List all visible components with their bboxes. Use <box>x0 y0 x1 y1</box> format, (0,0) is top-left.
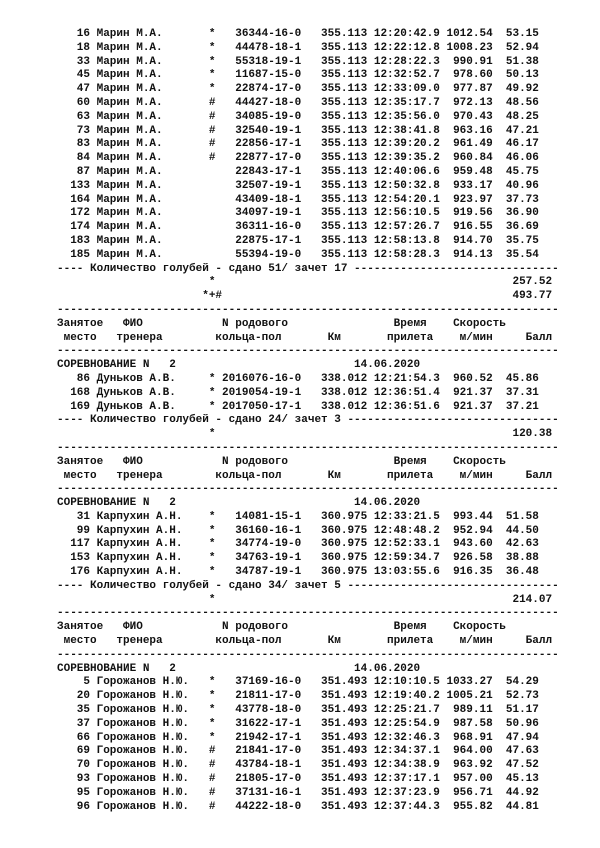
report-line: 153 Карпухин А.Н. * 34763-19-1 360.975 12:59:34.7 926.58 38.88 <box>57 552 539 565</box>
report-line: ---------------------------------------------------------------------------- <box>57 607 559 620</box>
report-line: ---------------------------------------------------------------------------- <box>57 345 559 358</box>
report-line: 35 Горожанов Н.Ю. * 43778-18-0 351.493 12:25:21.7 989.11 51.17 <box>57 704 539 717</box>
report-line: место тренера кольца-пол Км прилета м/мин Балл <box>57 331 553 344</box>
report-line: Занятое ФИО N родового Время Скорость <box>57 455 506 468</box>
report-line: *+# 493.77 <box>57 290 553 303</box>
report-line: 33 Марин М.А. * 55318-19-1 355.113 12:28:22.3 990.91 51.38 <box>57 55 539 68</box>
report-line: 18 Марин М.А. * 44478-18-1 355.113 12:22:12.8 1008.23 52.94 <box>57 41 539 54</box>
report-line: СОРЕВНОВАНИЕ N 2 14.06.2020 <box>57 662 421 675</box>
report-line: 69 Горожанов Н.Ю. # 21841-17-0 351.493 12:34:37.1 964.00 47.63 <box>57 745 539 758</box>
report-line: 70 Горожанов Н.Ю. # 43784-18-1 351.493 12:34:38.9 963.92 47.52 <box>57 759 539 772</box>
report-line: ---- Количество голубей - сдано 24/ зачет 3 -------------------------------- <box>57 414 559 427</box>
report-line: ---- Количество голубей - сдано 34/ зачет 5 -------------------------------- <box>57 579 559 592</box>
report-line: 93 Горожанов Н.Ю. # 21805-17-0 351.493 12:37:17.1 957.00 45.13 <box>57 773 539 786</box>
report-line: ---- Количество голубей - сдано 51/ зачет 17 ------------------------------- <box>57 262 559 275</box>
report-line: 87 Марин М.А. 22843-17-1 355.113 12:40:06.6 959.48 45.75 <box>57 165 539 178</box>
report-line: 164 Марин М.А. 43409-18-1 355.113 12:54:20.1 923.97 37.73 <box>57 193 539 206</box>
report-line: СОРЕВНОВАНИЕ N 2 14.06.2020 <box>57 359 421 372</box>
report-line: 185 Марин М.А. 55394-19-0 355.113 12:58:28.3 914.13 35.54 <box>57 248 539 261</box>
report-line: * 120.38 <box>57 428 553 441</box>
report-line: ---------------------------------------------------------------------------- <box>57 648 559 661</box>
report-line: 174 Марин М.А. 36311-16-0 355.113 12:57:26.7 916.55 36.69 <box>57 221 539 234</box>
report-line: 176 Карпухин А.Н. * 34787-19-1 360.975 13:03:55.6 916.35 36.48 <box>57 566 539 579</box>
report-line: 16 Марин М.А. * 36344-16-0 355.113 12:20:42.9 1012.54 53.15 <box>57 28 539 40</box>
report-line: ---------------------------------------------------------------------------- <box>57 441 559 454</box>
report-line: Занятое ФИО N родового Время Скорость <box>57 621 506 634</box>
results-listing <box>57 28 559 814</box>
report-line: 95 Горожанов Н.Ю. # 37131-16-1 351.493 12:37:23.9 956.71 44.92 <box>57 786 539 799</box>
report-line: 83 Марин М.А. # 22856-17-1 355.113 12:39:20.2 961.49 46.17 <box>57 138 539 151</box>
report-line: ---------------------------------------------------------------------------- <box>57 303 559 316</box>
report-line: 84 Марин М.А. # 22877-17-0 355.113 12:39:35.2 960.84 46.06 <box>57 152 539 165</box>
report-line: 168 Дуньков А.В. * 2019054-19-1 338.012 12:36:51.4 921.37 37.31 <box>57 386 539 399</box>
report-line: 45 Марин М.А. * 11687-15-0 355.113 12:32:52.7 978.60 50.13 <box>57 69 539 82</box>
report-line: 99 Карпухин А.Н. * 36160-16-1 360.975 12:48:48.2 952.94 44.50 <box>57 524 539 537</box>
report-line: 60 Марин М.А. # 44427-18-0 355.113 12:35:17.7 972.13 48.56 <box>57 96 539 109</box>
report-line: 37 Горожанов Н.Ю. * 31622-17-1 351.493 12:25:54.9 987.58 50.96 <box>57 717 539 730</box>
report-line: 172 Марин М.А. 34097-19-1 355.113 12:56:10.5 919.56 36.90 <box>57 207 539 220</box>
report-line: 86 Дуньков А.В. * 2016076-16-0 338.012 12:21:54.3 960.52 45.86 <box>57 372 539 385</box>
report-line: ---------------------------------------------------------------------------- <box>57 483 559 496</box>
report-line: 133 Марин М.А. 32507-19-1 355.113 12:50:32.8 933.17 40.96 <box>57 179 539 192</box>
report-line: Занятое ФИО N родового Время Скорость <box>57 317 506 330</box>
report-line: * 214.07 <box>57 593 553 606</box>
report-line: 73 Марин М.А. # 32540-19-1 355.113 12:38:41.8 963.16 47.21 <box>57 124 539 137</box>
report-line: 31 Карпухин А.Н. * 14081-15-1 360.975 12:33:21.5 993.44 51.58 <box>57 510 539 523</box>
report-line: 63 Марин М.А. # 34085-19-0 355.113 12:35:56.0 970.43 48.25 <box>57 110 539 123</box>
report-line: 20 Горожанов Н.Ю. * 21811-17-0 351.493 12:19:40.2 1005.21 52.73 <box>57 690 539 703</box>
report-line: место тренера кольца-пол Км прилета м/мин Балл <box>57 469 553 482</box>
report-line: СОРЕВНОВАНИЕ N 2 14.06.2020 <box>57 497 421 510</box>
report-line: 183 Марин М.А. 22875-17-1 355.113 12:58:13.8 914.70 35.75 <box>57 234 539 247</box>
report-line: 5 Горожанов Н.Ю. * 37169-16-0 351.493 12:10:10.5 1033.27 54.29 <box>57 676 539 689</box>
report-line: 47 Марин М.А. * 22874-17-0 355.113 12:33:09.0 977.87 49.92 <box>57 83 539 96</box>
report-line: 169 Дуньков А.В. * 2017050-17-1 338.012 12:36:51.6 921.37 37.21 <box>57 400 539 413</box>
report-line: * 257.52 <box>57 276 553 289</box>
report-line: 117 Карпухин А.Н. * 34774-19-0 360.975 12:52:33.1 943.60 42.63 <box>57 538 539 551</box>
report-line: 66 Горожанов Н.Ю. * 21942-17-1 351.493 12:32:46.3 968.91 47.94 <box>57 731 539 744</box>
report-line: место тренера кольца-пол Км прилета м/мин Балл <box>57 635 553 648</box>
report-line: 96 Горожанов Н.Ю. # 44222-18-0 351.493 12:37:44.3 955.82 44.81 <box>57 800 539 813</box>
